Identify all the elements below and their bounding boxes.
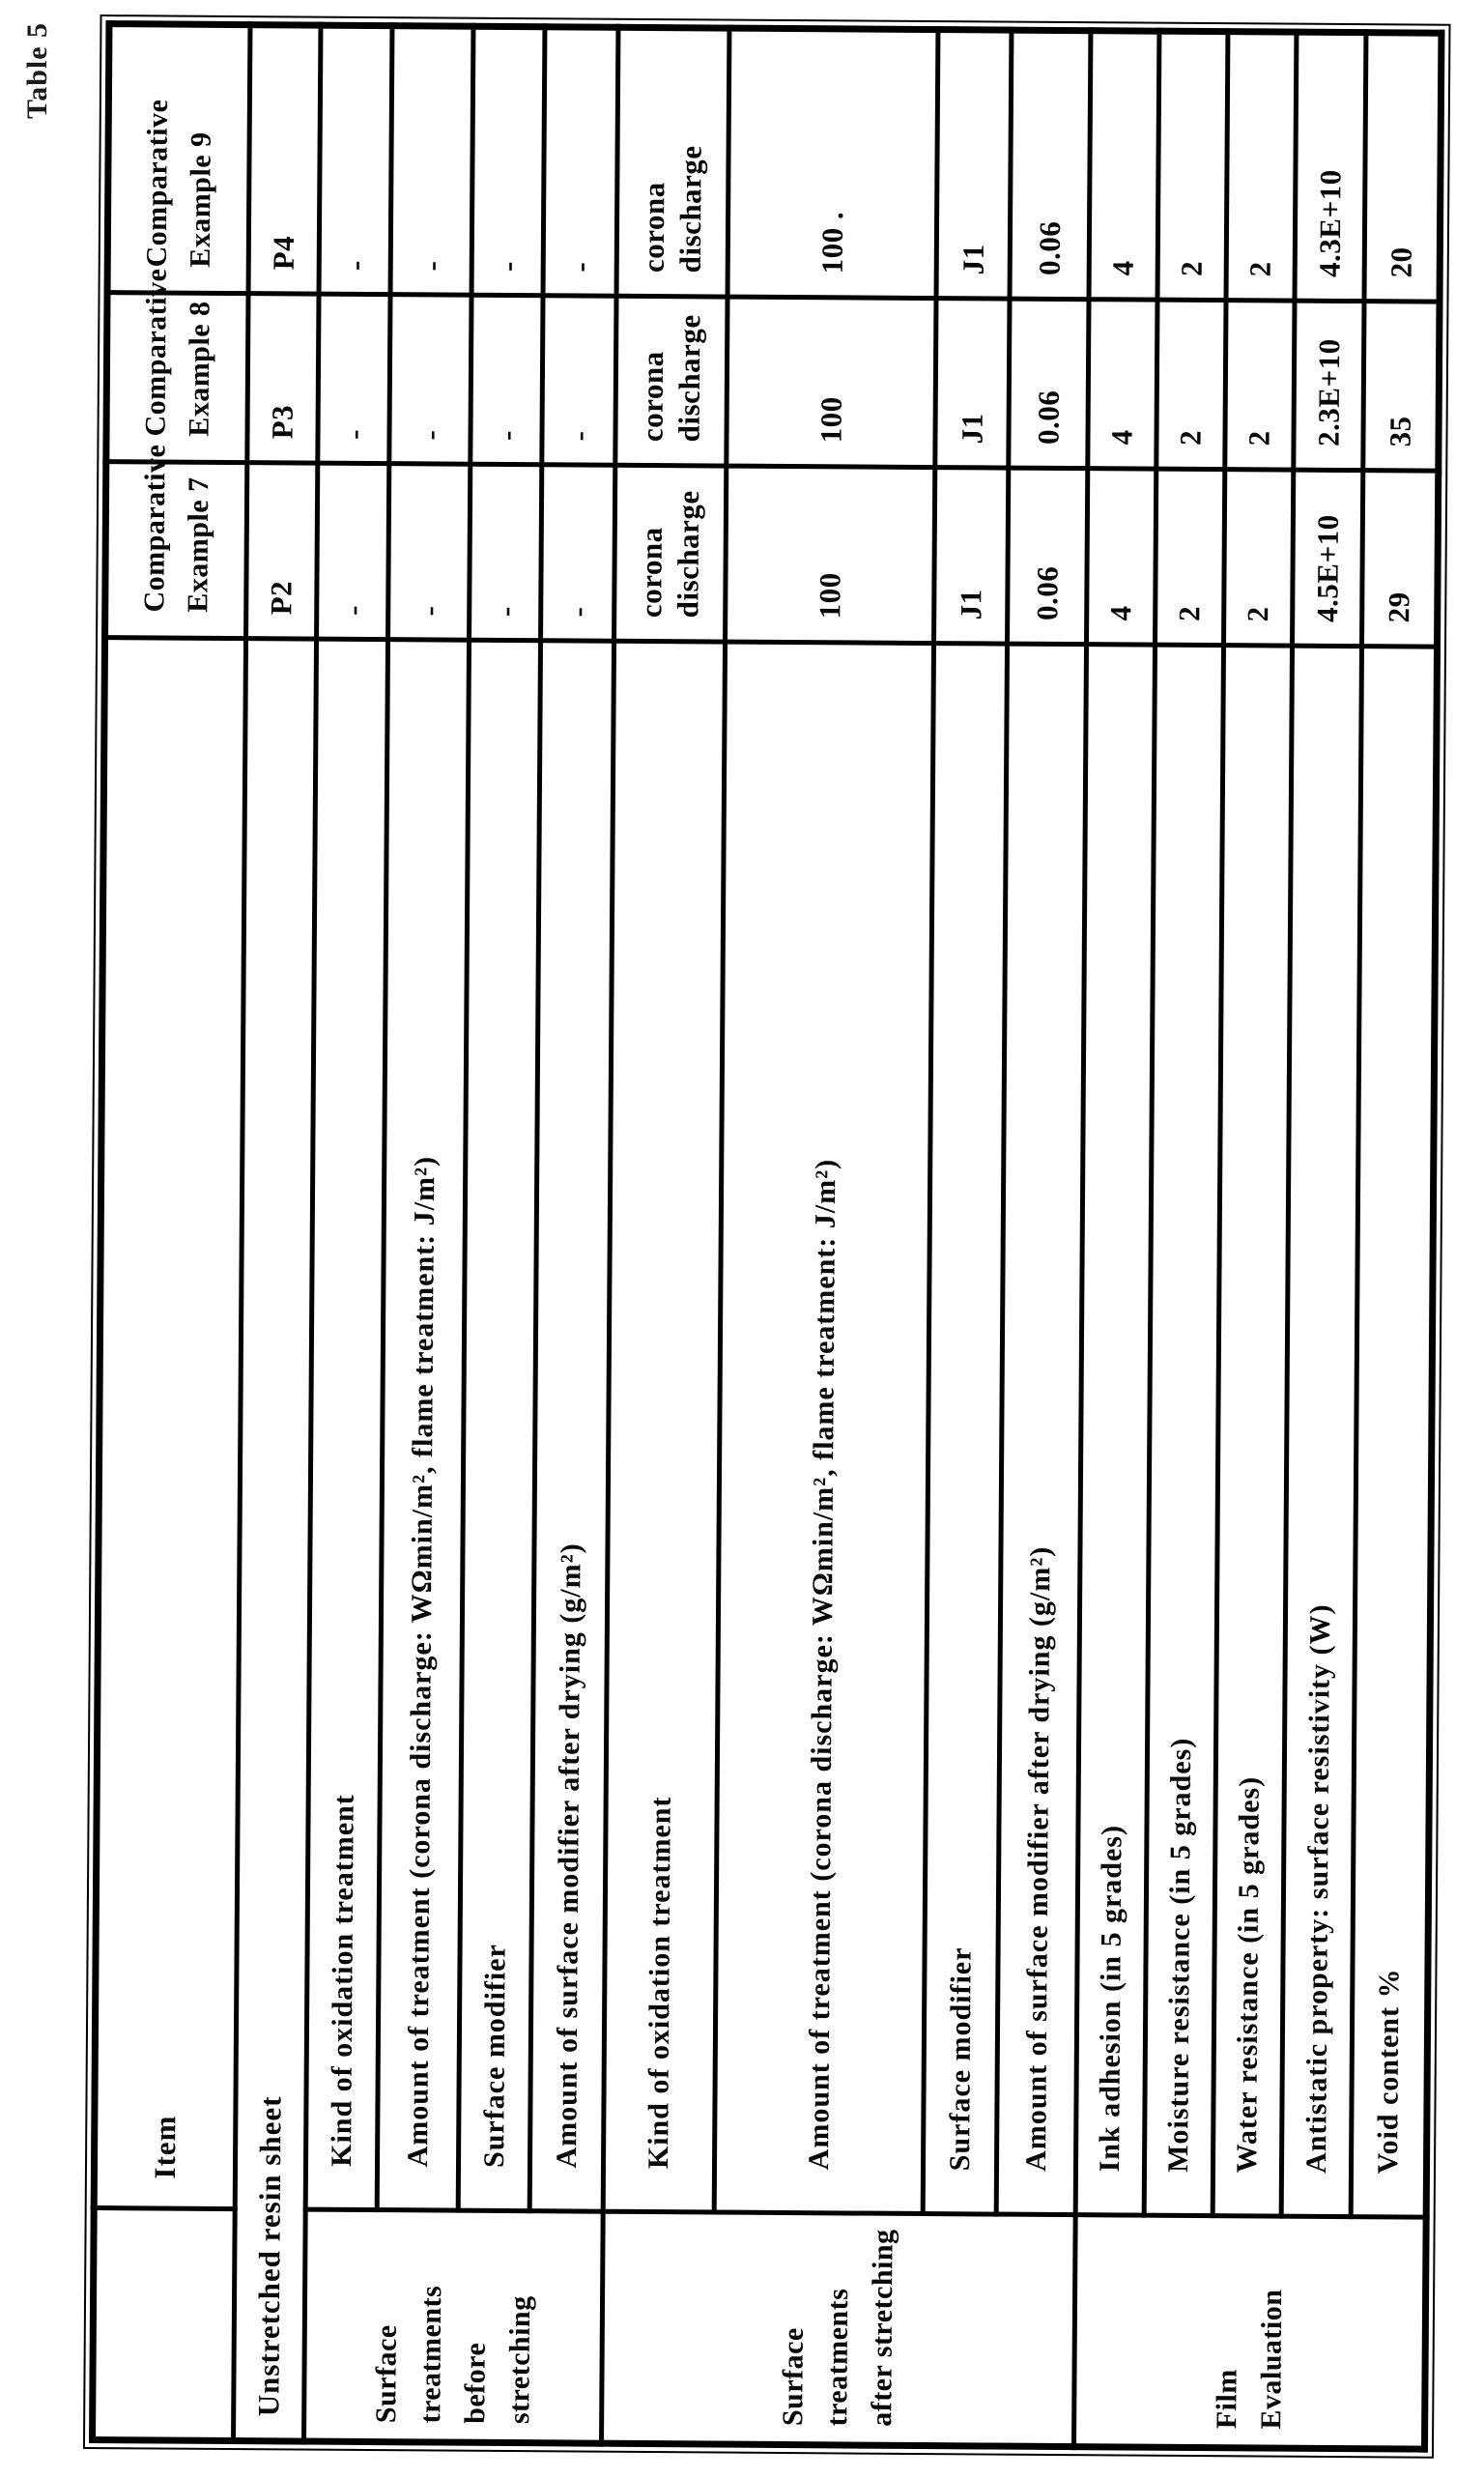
value-cell: corona discharge [614, 465, 727, 642]
value-cell: 2 [1157, 31, 1228, 300]
row-label-unstretched-resin-sheet: Unstretched resin sheet [234, 639, 317, 2441]
item-label-cell: Amount of surface modifier after drying (g/m²) [996, 644, 1086, 2215]
value-cell: - [541, 465, 615, 642]
value-cell: 29 [1362, 471, 1439, 648]
item-label-cell: Kind of oxidation treatment [305, 639, 387, 2209]
value-cell: 35 [1363, 302, 1440, 472]
value-cell: 0.06 [1009, 299, 1089, 469]
value-cell: - [390, 26, 473, 296]
value-cell: 100 [727, 297, 936, 468]
item-label-cell: Surface modifier [923, 644, 1007, 2214]
item-header-cell: Item [94, 638, 245, 2209]
table-row [602, 27, 729, 2444]
col-header-comparative-example-8: Comparative Example 8 [106, 293, 248, 463]
value-cell: 0.06 [1008, 468, 1088, 645]
value-cell: P3 [247, 294, 319, 464]
value-cell: - [542, 296, 616, 466]
table-row [713, 28, 938, 2445]
header-row [93, 24, 250, 2441]
value-cell: - [470, 464, 542, 641]
value-cell: - [471, 26, 545, 296]
item-label-cell: Amount of treatment (corona discharge: WΩmin/m², flame treatment: J/m²) [377, 640, 469, 2211]
value-cell: J1 [936, 30, 1012, 300]
value-cell: - [317, 463, 389, 640]
value-cell: 2 [1224, 470, 1294, 646]
item-label-cell: Moisture resistance (in 5 grades) [1144, 645, 1223, 2215]
value-cell: J1 [934, 468, 1009, 645]
value-cell: - [388, 464, 471, 641]
value-cell: 4 [1089, 31, 1159, 300]
value-cell: 100 . [728, 28, 938, 299]
value-cell: 4 [1088, 300, 1157, 469]
item-label-cell: Antistatic property: surface resistivity (W) [1281, 646, 1361, 2216]
item-label-cell: Surface modifier [458, 640, 540, 2210]
value-cell: P2 [246, 463, 318, 640]
value-cell: 2 [1156, 300, 1226, 469]
item-label-cell: Water resistance (in 5 grades) [1213, 646, 1292, 2216]
value-cell: 2 [1226, 32, 1297, 301]
corner-cell [93, 2208, 236, 2441]
group-label-after-stretching: Surface treatments after stretching [602, 2211, 1076, 2446]
value-cell: - [318, 294, 390, 464]
value-cell: - [319, 25, 392, 295]
patent-data-table [89, 20, 1444, 2453]
item-label-cell: Void content % [1351, 647, 1437, 2218]
value-cell: 4.3E+10 [1295, 32, 1366, 301]
value-cell: 2 [1156, 469, 1225, 645]
value-cell: 20 [1364, 33, 1441, 303]
value-cell: 100 [726, 466, 935, 644]
col-header-comparative-example-7: Comparative Example 7 [105, 462, 247, 639]
value-cell: J1 [935, 299, 1010, 469]
col-header-comparative-example-9: Comparative Example 9 [107, 24, 250, 294]
value-cell: 2 [1225, 301, 1295, 470]
item-label-cell: Amount of surface modifier after drying (g/m²) [529, 641, 614, 2211]
item-label-cell: Kind of oxidation treatment [603, 641, 725, 2212]
table-caption: Table 5 [21, 21, 53, 120]
value-cell: 0.06 [1010, 30, 1091, 300]
value-cell: - [543, 27, 618, 297]
group-label-film-evaluation: Film Evaluation [1073, 2215, 1426, 2450]
value-cell: corona discharge [616, 27, 729, 297]
value-cell: P4 [248, 25, 321, 295]
value-cell: corona discharge [615, 296, 728, 466]
value-cell: 2.3E+10 [1294, 301, 1364, 470]
value-cell: 4 [1087, 469, 1156, 645]
rotated-table-wrapper [89, 27, 1435, 2453]
table-row [1349, 33, 1441, 2449]
item-label-cell: Ink adhesion (in 5 grades) [1075, 645, 1155, 2215]
group-label-before-stretching: Surface treatments before stretching [304, 2209, 604, 2443]
value-cell: - [389, 295, 471, 465]
value-cell: - [471, 295, 543, 465]
item-label-cell: Amount of treatment (corona discharge: WΩmin/m², flame treatment: J/m²) [714, 642, 933, 2213]
value-cell: 4.5E+10 [1293, 470, 1363, 646]
